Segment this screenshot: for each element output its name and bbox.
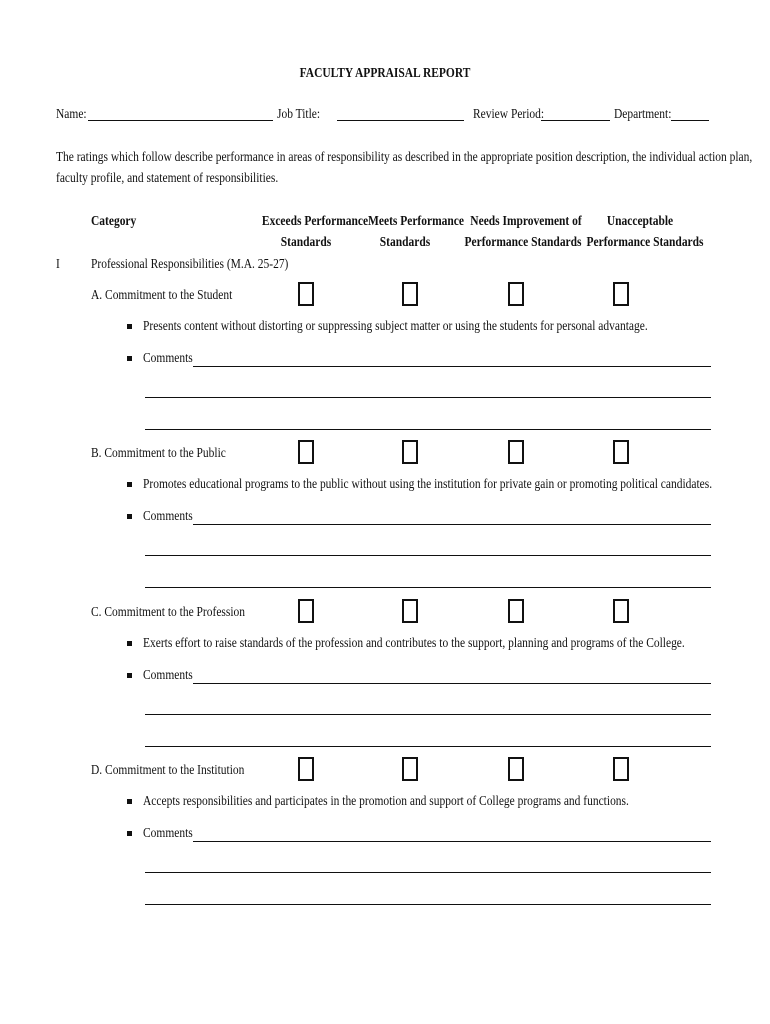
bullet-icon: [127, 514, 132, 519]
rating-checkbox-needs-improvement[interactable]: [508, 440, 524, 464]
item-label: C. Commitment to the Profession: [91, 605, 246, 620]
rating-checkbox-unacceptable[interactable]: [613, 282, 629, 306]
bullet-icon: [127, 482, 132, 487]
bullet-icon: [127, 641, 132, 646]
rating-checkbox-unacceptable[interactable]: [613, 599, 629, 623]
column-header-needs-line-2: Performance Standards: [464, 235, 582, 250]
comments-line[interactable]: [193, 366, 711, 367]
comments-line[interactable]: [193, 841, 711, 842]
name-field[interactable]: [88, 120, 273, 121]
comments-label: Comments: [143, 351, 193, 366]
comments-line[interactable]: [145, 746, 711, 747]
item-label: B. Commitment to the Public: [91, 446, 226, 461]
comments-line[interactable]: [145, 397, 711, 398]
item-label: A. Commitment to the Student: [91, 288, 233, 303]
comments-line[interactable]: [145, 872, 711, 873]
item-description: Promotes educational programs to the public without using the institution for private gain or promoting political candidates.: [143, 477, 713, 492]
column-header-meets-line-2: Standards: [379, 235, 431, 250]
comments-line[interactable]: [145, 555, 711, 556]
item-label: D. Commitment to the Institution: [91, 763, 245, 778]
comments-line[interactable]: [145, 429, 711, 430]
rating-checkbox-needs-improvement[interactable]: [508, 757, 524, 781]
rating-checkbox-meets[interactable]: [402, 757, 418, 781]
department-field[interactable]: [671, 120, 709, 121]
rating-checkbox-meets[interactable]: [402, 440, 418, 464]
item-description: Exerts effort to raise standards of the profession and contributes to the support, planning and programs of the College.: [143, 636, 685, 651]
rating-checkbox-unacceptable[interactable]: [613, 440, 629, 464]
intro-text-line-1: The ratings which follow describe performance in areas of responsibility as described in the appropriate position description, the individual action plan,: [56, 150, 753, 165]
comments-line[interactable]: [145, 714, 711, 715]
rating-checkbox-unacceptable[interactable]: [613, 757, 629, 781]
comments-line[interactable]: [193, 683, 711, 684]
column-header-unacceptable-line-2: Performance Standards: [586, 235, 704, 250]
rating-checkbox-exceeds[interactable]: [298, 757, 314, 781]
column-header-exceeds-line-1: Exceeds Performance: [261, 214, 369, 229]
comments-line[interactable]: [193, 524, 711, 525]
section-number: I: [56, 257, 60, 272]
rating-checkbox-exceeds[interactable]: [298, 282, 314, 306]
item-description: Accepts responsibilities and participates in the promotion and support of College programs and functions.: [143, 794, 629, 809]
rating-checkbox-exceeds[interactable]: [298, 440, 314, 464]
column-header-needs-line-1: Needs Improvement of: [470, 214, 582, 229]
rating-checkbox-meets[interactable]: [402, 599, 418, 623]
job-title-field[interactable]: [337, 120, 464, 121]
review-period-field[interactable]: [541, 120, 610, 121]
department-label: Department:: [614, 107, 672, 122]
bullet-icon: [127, 673, 132, 678]
name-label: Name:: [56, 107, 87, 122]
rating-checkbox-needs-improvement[interactable]: [508, 282, 524, 306]
bullet-icon: [127, 799, 132, 804]
bullet-icon: [127, 324, 132, 329]
rating-checkbox-needs-improvement[interactable]: [508, 599, 524, 623]
comments-label: Comments: [143, 826, 193, 841]
review-period-label: Review Period:: [473, 107, 545, 122]
job-title-label: Job Title:: [277, 107, 321, 122]
column-header-exceeds-line-2: Standards: [280, 235, 332, 250]
column-header-category: Category: [91, 214, 137, 229]
comments-line[interactable]: [145, 904, 711, 905]
comments-line[interactable]: [145, 587, 711, 588]
comments-label: Comments: [143, 668, 193, 683]
item-description: Presents content without distorting or suppressing subject matter or using the students for personal advantage.: [143, 319, 648, 334]
rating-checkbox-exceeds[interactable]: [298, 599, 314, 623]
bullet-icon: [127, 831, 132, 836]
page-title: FACULTY APPRAISAL REPORT: [299, 66, 471, 81]
section-title: Professional Responsibilities (M.A. 25-27): [91, 257, 289, 272]
intro-text-line-2: faculty profile, and statement of responsibilities.: [56, 171, 279, 186]
column-header-meets-line-1: Meets Performance: [368, 214, 464, 229]
bullet-icon: [127, 356, 132, 361]
rating-checkbox-meets[interactable]: [402, 282, 418, 306]
comments-label: Comments: [143, 509, 193, 524]
column-header-unacceptable-line-1: Unacceptable: [606, 214, 674, 229]
